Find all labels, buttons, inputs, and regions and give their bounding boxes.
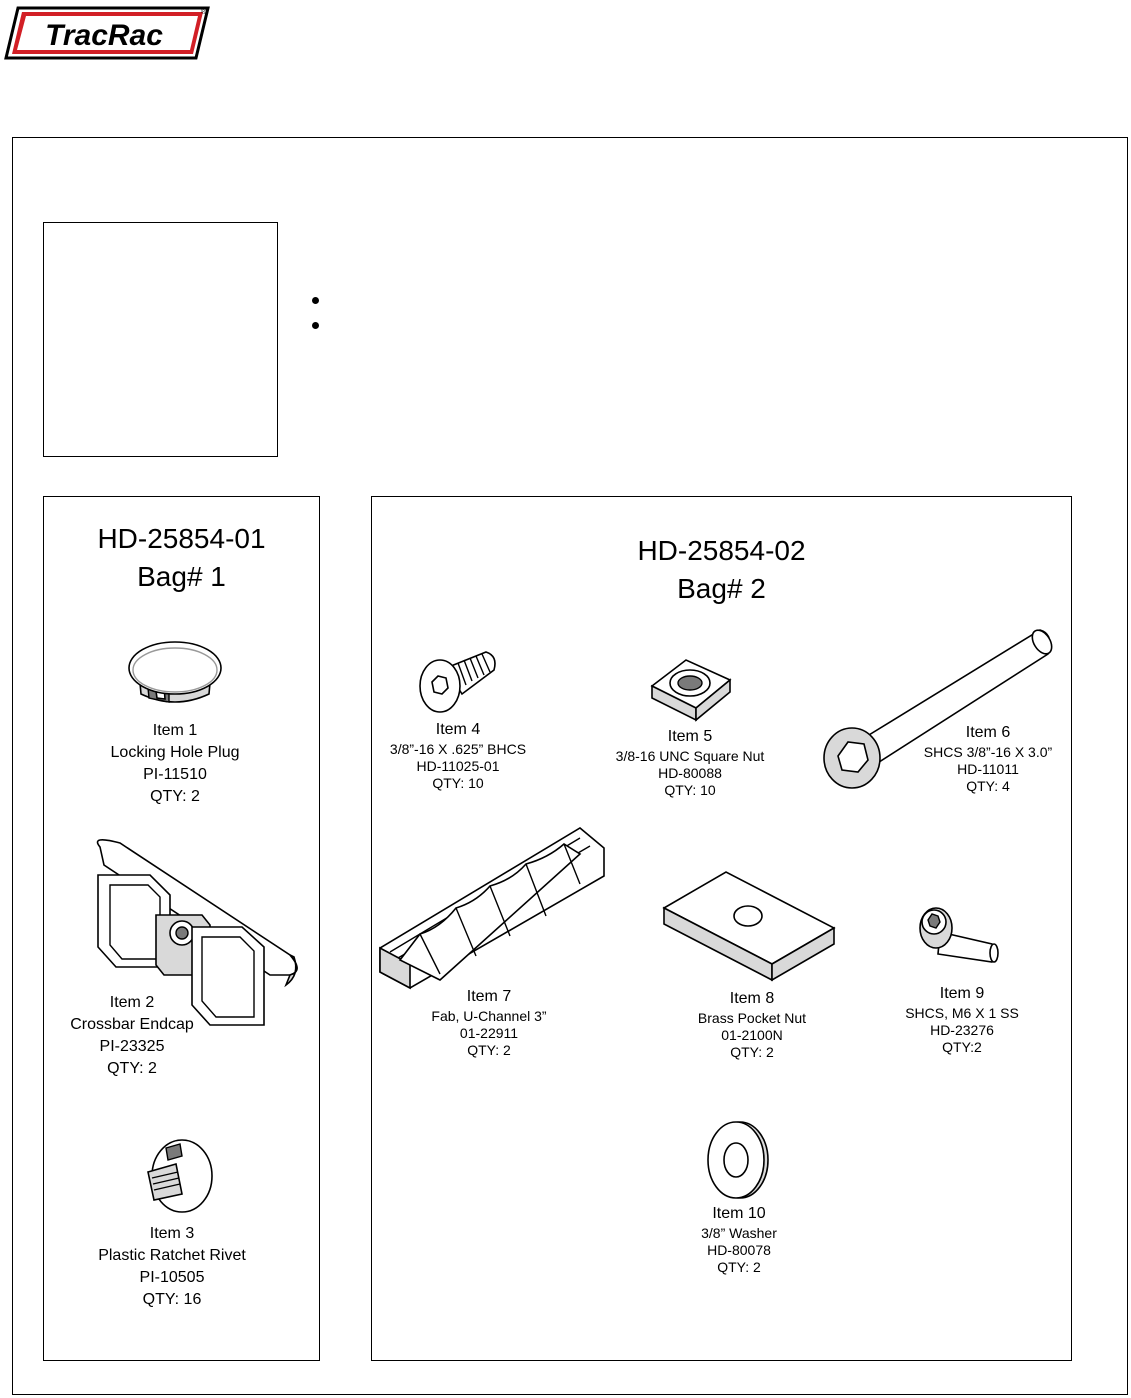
washer-illustration [702, 1118, 772, 1202]
item-8-part-number: 01-2100N [721, 1027, 783, 1043]
square-nut-illustration [648, 656, 734, 722]
item-8-number: Item 8 [729, 990, 775, 1007]
item-5-description: 3/8-16 UNC Square Nut [615, 748, 765, 764]
logo-registered-mark: ® [201, 9, 207, 16]
item-2-number: Item 2 [109, 994, 155, 1011]
item-7-part-number: 01-22911 [459, 1025, 519, 1041]
item-9-label [880, 983, 1044, 1056]
item-1-description: Locking Hole Plug [110, 744, 240, 761]
bullet-point-1 [312, 297, 319, 304]
brass-pocket-nut-illustration [662, 868, 838, 980]
item-1-quantity: QTY: 2 [150, 788, 200, 805]
item-9-number: Item 9 [939, 985, 985, 1002]
item-6-description: SHCS 3/8”-16 X 3.0” [923, 744, 1053, 760]
item-8-label [662, 988, 842, 1061]
item-4-number: Item 4 [435, 721, 481, 738]
item-3-label [43, 1223, 301, 1311]
bag-1-part-number: HD-25854-01 [97, 523, 266, 554]
item-5-quantity: QTY: 10 [664, 782, 716, 798]
item-4-label [371, 719, 545, 792]
item-6-number: Item 6 [965, 724, 1011, 741]
tracrac-logo [4, 4, 210, 62]
u-channel-illustration [380, 824, 610, 990]
bag-2-part-number: HD-25854-02 [637, 535, 806, 566]
bag-1-label: Bag# 1 [137, 561, 226, 592]
item-3-part-number: PI-10505 [139, 1269, 205, 1286]
plastic-ratchet-rivet-illustration [142, 1134, 218, 1216]
item-10-description: 3/8” Washer [701, 1225, 777, 1241]
item-1-label [43, 720, 307, 808]
item-3-quantity: QTY: 16 [142, 1291, 202, 1308]
item-8-description: Brass Pocket Nut [697, 1010, 807, 1026]
item-6-label [900, 722, 1076, 795]
item-4-part-number: HD-11025-01 [416, 758, 500, 774]
bag-2-title [371, 532, 1072, 608]
item-5-label [600, 726, 780, 799]
item-10-label [656, 1203, 822, 1276]
item-3-description: Plastic Ratchet Rivet [98, 1247, 246, 1264]
item-3-number: Item 3 [149, 1225, 195, 1242]
item-2-description: Crossbar Endcap [70, 1016, 194, 1033]
item-5-part-number: HD-80088 [658, 765, 722, 781]
locking-hole-plug-illustration [125, 638, 225, 710]
item-9-part-number: HD-23276 [930, 1022, 994, 1038]
item-2-part-number: PI-23325 [99, 1038, 165, 1055]
item-10-number: Item 10 [712, 1205, 766, 1222]
item-1-part-number: PI-11510 [143, 766, 207, 783]
item-7-description: Fab, U-Channel 3” [431, 1008, 547, 1024]
item-10-part-number: HD-80078 [707, 1242, 771, 1258]
item-6-quantity: QTY: 4 [966, 778, 1010, 794]
item-2-quantity: QTY: 2 [107, 1060, 157, 1077]
item-6-part-number: HD-11011 [957, 761, 1019, 777]
blank-note-box [43, 222, 278, 457]
logo-text: TracRac [45, 19, 163, 52]
item-1-number: Item 1 [152, 722, 198, 739]
item-8-quantity: QTY: 2 [730, 1044, 774, 1060]
item-2-label [43, 992, 221, 1080]
item-10-quantity: QTY: 2 [717, 1259, 761, 1275]
item-5-number: Item 5 [667, 728, 713, 745]
item-9-quantity: QTY:2 [942, 1039, 982, 1055]
bag-2-label: Bag# 2 [677, 573, 766, 604]
button-head-cap-screw-illustration [418, 648, 498, 720]
item-7-label [404, 986, 574, 1059]
item-4-quantity: QTY: 10 [432, 775, 484, 791]
item-7-number: Item 7 [466, 988, 512, 1005]
bag-1-title [43, 520, 320, 596]
m6-socket-head-cap-screw-illustration [918, 906, 1002, 970]
item-4-description: 3/8”-16 X .625” BHCS [389, 741, 527, 757]
item-9-description: SHCS, M6 X 1 SS [905, 1005, 1019, 1021]
item-7-quantity: QTY: 2 [467, 1042, 511, 1058]
bullet-point-2 [312, 322, 319, 329]
